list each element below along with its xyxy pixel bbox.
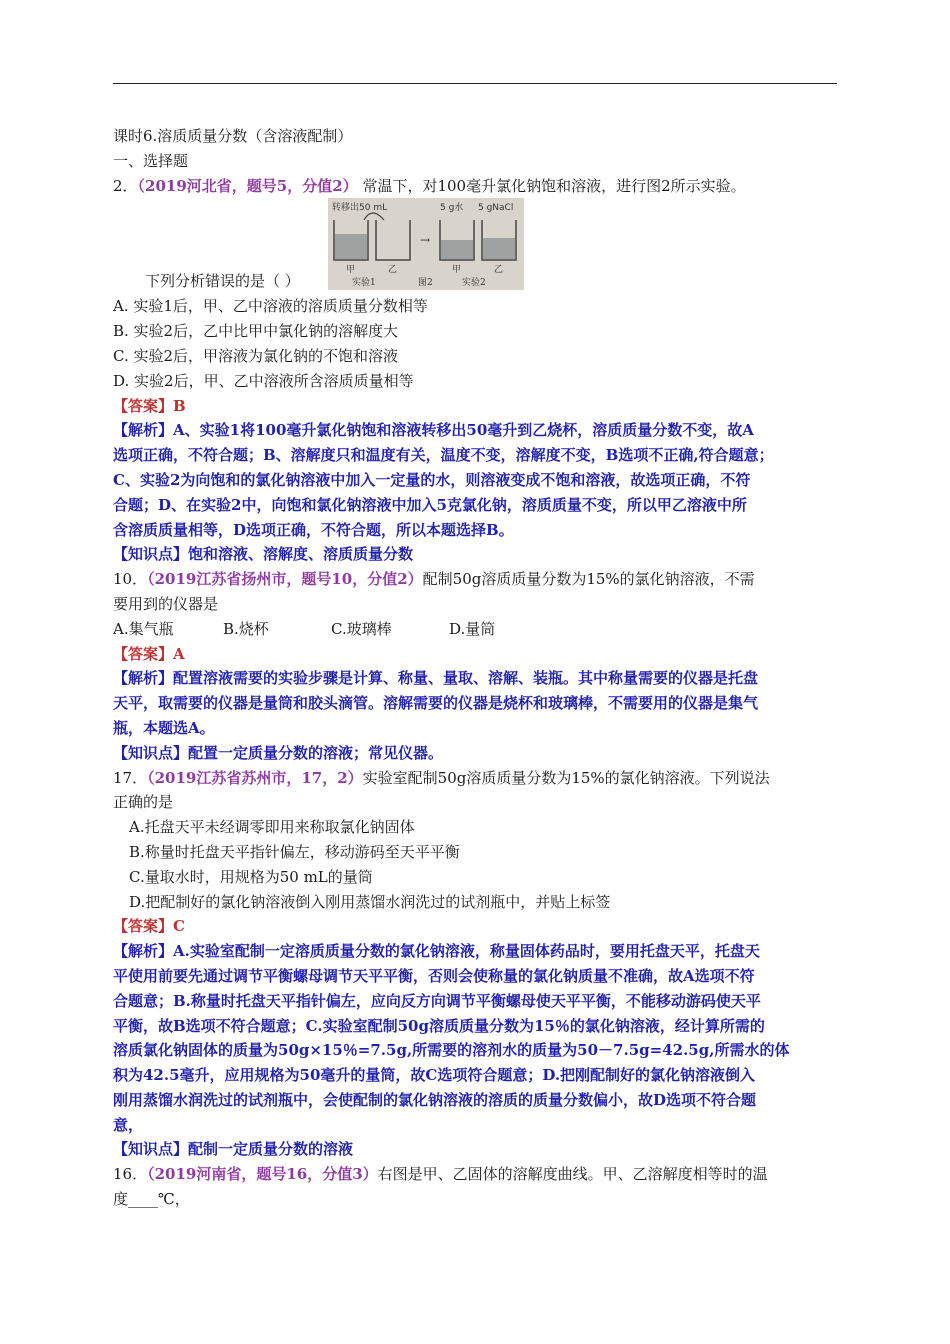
- q2-knowledge: 【知识点】饱和溶液、溶解度、溶质质量分数: [113, 545, 414, 564]
- q17-analysis-5: 溶质氯化钠固体的质量为50g×15％=7.5g,所需要的溶剂水的质量为50－7.5g=42.5g,所需水的体: [113, 1041, 790, 1060]
- q17-option-a: A.托盘天平未经调零即用来称取氯化钠固体: [129, 818, 415, 837]
- q17-source: （2019江苏省苏州市，17，2）: [147, 768, 363, 787]
- fig-label-water: 5 g水: [440, 203, 464, 214]
- fig-label-jia1: 甲: [346, 265, 356, 276]
- q2-option-a: A. 实验1后，甲、乙中溶液的溶质质量分数相等: [113, 297, 428, 316]
- q2-source: （2019河北省，题号5，分值2）: [137, 176, 358, 195]
- q2-ask: 下列分析错误的是（ ）: [145, 272, 300, 291]
- q10-option-a: A.集气瓶: [113, 619, 174, 638]
- q16-stem: 16．（2019河南省，题号16，分值3）右图是甲、乙固体的溶解度曲线。甲、乙溶解度相等时的温: [113, 1165, 768, 1184]
- q17-option-c: C.量取水时，用规格为50 mL的量筒: [129, 867, 373, 886]
- fig-label-transfer: 转移出50 mL: [332, 203, 388, 214]
- q2-stem: 2．（2019河北省，题号5，分值2） 常温下，对100毫升氯化钠饱和溶液，进行图2所示实验。: [113, 176, 746, 195]
- fig-label-yi1: 乙: [388, 265, 398, 276]
- header-rule: [113, 83, 837, 84]
- fig-label-yi2: 乙: [494, 265, 504, 276]
- q17-analysis-7: 刚用蒸馏水润洗过的试剂瓶中，会使配制的氯化钠溶液的溶质的质量分数偏小，故D选项不符合题: [113, 1090, 757, 1109]
- q10-stem-2: 要用到的仪器是: [113, 594, 219, 613]
- fig-label-nacl: 5 gNaCl: [478, 203, 514, 214]
- q16-source: （2019河南省，题号16，分值3）: [147, 1165, 378, 1184]
- q2-analysis-1: 【解析】A、实验1将100毫升氯化钠饱和溶液转移出50毫升到乙烧杯，溶质质量分数不变，故A: [113, 421, 754, 440]
- q10-analysis-2: 天平，取需要的仪器是量筒和胶头滴管。溶解需要的仪器是烧杯和玻璃棒，不需要用的仪器是集气: [113, 694, 759, 713]
- q17-knowledge: 【知识点】配制一定质量分数的溶液: [113, 1140, 354, 1159]
- q17-analysis-8: 意，: [113, 1115, 144, 1134]
- fig-label-fig: 图2: [418, 278, 433, 289]
- q10-stem: 10．（2019江苏省扬州市，题号10，分值2）配制50g溶质质量分数为15%的氯化钠溶液，不需: [113, 570, 755, 589]
- lesson-title: 课时6.溶质质量分数（含溶液配制）: [113, 127, 353, 145]
- document-body: [113, 124, 843, 1212]
- q10-option-b: B.烧杯: [223, 619, 269, 638]
- q17-analysis-4: 平衡，故B选项不符合题意；C.实验室配制50g溶质质量分数为15％的氯化钠溶液，经计算所需的: [113, 1016, 765, 1035]
- q10-options: [113, 617, 843, 642]
- q10-analysis-3: 瓶，本题选A。: [113, 718, 215, 737]
- section-heading: 一、选择题: [113, 151, 189, 170]
- beaker-diagram: [328, 198, 524, 290]
- q2-analysis-3: C、实验2为向饱和的氯化钠溶液中加入一定量的水，则溶液变成不饱和溶液，故选项正确，不符: [113, 470, 751, 489]
- experiment-figure: [328, 198, 524, 290]
- q17-analysis-2: 平使用前要先通过调节平衡螺母调节天平平衡，否则会使称量的氯化钠质量不准确，故A选项不符: [113, 966, 755, 985]
- q17-answer: 【答案】C: [113, 917, 185, 936]
- q2-analysis-2: 选项正确，不符合题；B、溶解度只和温度有关，温度不变，溶解度不变，B选项不正确,符合题意；: [113, 446, 774, 465]
- q17-analysis-6: 积为42.5毫升，应用规格为50毫升的量筒，故C选项符合题意；D.把刚配制好的氯化钠溶液倒入: [113, 1066, 756, 1085]
- q17-analysis-1: 【解析】A.实验室配制一定溶质质量分数的氯化钠溶液，称量固体药品时，要用托盘天平，托盘天: [113, 942, 760, 961]
- q2-answer: 【答案】B: [113, 396, 186, 415]
- q10-analysis-1: 【解析】配置溶液需要的实验步骤是计算、称量、量取、溶解、装瓶。其中称量需要的仪器是托盘: [113, 669, 759, 688]
- fig-label-jia2: 甲: [452, 265, 462, 276]
- q10-option-c: C.玻璃棒: [331, 619, 392, 638]
- q17-analysis-3: 合题意；B.称量时托盘天平指针偏左，应向反方向调节平衡螺母使天平平衡，不能移动游码使天平: [113, 991, 761, 1010]
- q2-analysis-4: 合题；D、在实验2中，向饱和氯化钠溶液中加入5克氯化钠，溶质质量不变，所以甲乙溶液中所: [113, 495, 747, 514]
- q2-option-b: B. 实验2后，乙中比甲中氯化钠的溶解度大: [113, 322, 399, 341]
- q2-figure-row: [113, 198, 843, 294]
- q10-source: （2019江苏省扬州市，题号10，分值2）: [147, 570, 423, 589]
- q2-option-c: C. 实验2后，甲溶液为氯化钠的不饱和溶液: [113, 346, 399, 365]
- q10-option-d: D.量筒: [449, 619, 496, 638]
- q10-answer: 【答案】A: [113, 644, 185, 663]
- q2-option-d: D. 实验2后，甲、乙中溶液所含溶质质量相等: [113, 371, 414, 390]
- q17-stem-2: 正确的是: [113, 793, 174, 812]
- q17-option-b: B.称量时托盘天平指针偏左，移动游码至天平平衡: [129, 842, 460, 861]
- fig-label-exp1: 实验1: [352, 278, 376, 289]
- q17-option-d: D.把配制好的氯化钠溶液倒入刚用蒸馏水润洗过的试剂瓶中，并贴上标签: [129, 892, 611, 911]
- q2-analysis-5: 含溶质质量相等，D选项正确，不符合题，所以本题选择B。: [113, 520, 514, 539]
- svg-text:→: →: [420, 233, 431, 248]
- q17-stem: 17．（2019江苏省苏州市，17，2）实验室配制50g溶质质量分数为15%的氯化钠溶液。下列说法: [113, 768, 770, 787]
- q10-knowledge: 【知识点】配置一定质量分数的溶液；常见仪器。: [113, 743, 444, 762]
- q16-stem-2: 度____℃，: [113, 1190, 190, 1209]
- fig-label-exp2: 实验2: [462, 278, 486, 289]
